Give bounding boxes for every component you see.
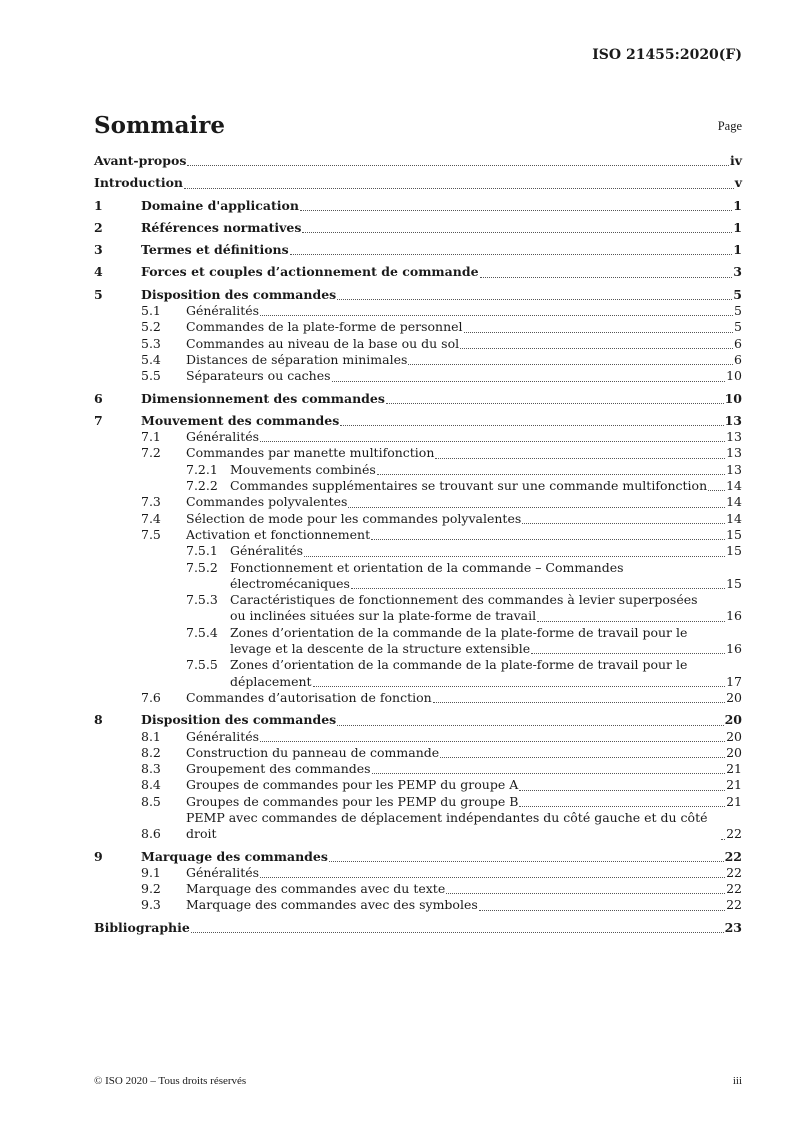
toc-group: [94, 920, 742, 936]
section-title: Groupement des commandes: [186, 761, 371, 777]
toc-entry[interactable]: [94, 849, 742, 865]
section-title: Avant-propos: [94, 153, 187, 168]
section-number: 5.1: [141, 303, 161, 319]
dot-leader: [313, 686, 726, 687]
entry-title-wrap: [186, 352, 734, 368]
toc-group: [94, 849, 742, 914]
dot-leader: [260, 441, 725, 442]
entry-title-wrap: [230, 592, 742, 608]
entry-title-wrap: [230, 560, 742, 576]
toc-entry[interactable]: [94, 761, 742, 777]
entry-title-wrap: [94, 920, 725, 936]
section-title: Domaine d'application: [141, 197, 299, 213]
section-title: Fonctionnement et orientation de la commande – Commandes: [230, 559, 624, 575]
toc-entry[interactable]: [94, 368, 742, 384]
dot-leader: [537, 621, 725, 622]
section-number: 8.4: [141, 777, 161, 793]
dot-leader: [184, 188, 734, 189]
entry-title-wrap: [186, 761, 726, 777]
toc-entry[interactable]: [94, 712, 742, 728]
dot-leader: [290, 254, 733, 255]
section-number: 8.1: [141, 728, 161, 744]
section-title: Caractéristiques de fonctionnement des commandes à levier superposées: [230, 592, 698, 608]
toc-entry[interactable]: [94, 494, 742, 510]
page-ref: 6: [734, 335, 742, 351]
toc-entry[interactable]: [94, 543, 742, 559]
page-ref: 13: [726, 445, 742, 461]
section-number: 7.5.1: [186, 543, 218, 559]
section-title: Disposition des commandes: [141, 712, 337, 728]
dot-leader: [187, 165, 729, 166]
dot-leader: [522, 523, 725, 524]
section-title: Sélection de mode pour les commandes polyvalentes: [186, 510, 522, 526]
section-number: 4: [94, 264, 103, 280]
entry-title-wrap: [141, 391, 725, 407]
section-number: 9: [94, 848, 103, 864]
toc-entry[interactable]: [94, 881, 742, 897]
dot-leader: [464, 332, 734, 333]
dot-leader: [479, 910, 725, 911]
section-title: Commandes de la plate-forme de personnel: [186, 319, 463, 335]
page-ref: 20: [726, 744, 742, 760]
dot-leader: [440, 757, 725, 758]
entry-title-wrap: [186, 494, 726, 510]
section-title: Distances de séparation minimales: [186, 351, 408, 367]
entry-title-wrap: [141, 413, 725, 429]
toc-group: [94, 242, 742, 258]
toc-entry[interactable]: [94, 794, 742, 810]
toc-entry[interactable]: [94, 391, 742, 407]
section-title: Forces et couples d’actionnement de commande: [141, 264, 479, 280]
toc-group: [94, 153, 742, 169]
section-title: Introduction: [94, 175, 184, 191]
section-title: Mouvement des commandes: [141, 412, 340, 428]
section-title: Commandes supplémentaires se trouvant sur une commande multifonction: [230, 478, 708, 494]
entry-title-wrap: [230, 608, 726, 624]
section-number: 9.3: [141, 897, 161, 913]
dot-leader: [435, 458, 725, 459]
page-ref: 15: [726, 526, 742, 542]
section-title: Construction du panneau de commande: [186, 744, 440, 760]
page-ref: 16: [726, 608, 742, 624]
toc-group: [94, 220, 742, 236]
page-ref: 10: [724, 390, 742, 406]
toc-entry[interactable]: [94, 729, 742, 745]
entry-title-wrap: [186, 445, 726, 461]
section-title: Zones d’orientation de la commande de la plate-forme de travail pour le: [230, 657, 688, 673]
entry-title-wrap: [186, 745, 726, 761]
section-number: 8.5: [141, 793, 161, 809]
copyright-notice: © ISO 2020 – Tous droits réservés: [94, 1075, 247, 1087]
section-number: 7.2: [141, 445, 161, 461]
section-title: Commandes d’autorisation de fonction: [186, 689, 432, 705]
section-title: Disposition des commandes: [141, 286, 337, 302]
entry-title-wrap: [230, 462, 726, 478]
entry-title-wrap: [141, 264, 733, 280]
toc-entry[interactable]: [94, 336, 742, 352]
page-ref: 13: [724, 412, 742, 428]
section-number: 7.5.3: [186, 592, 218, 608]
section-number: 5.2: [141, 319, 161, 335]
dot-leader: [446, 893, 725, 894]
section-title: Références normatives: [141, 219, 302, 235]
table-of-contents: [94, 153, 742, 942]
toc-entry[interactable]: [94, 429, 742, 445]
entry-title-wrap: [230, 543, 726, 559]
section-number: 8: [94, 712, 103, 728]
dot-leader: [340, 425, 723, 426]
dot-leader: [377, 474, 725, 475]
page-ref: 20: [726, 728, 742, 744]
section-title: Commandes au niveau de la base ou du sol: [186, 335, 460, 351]
page-ref: 6: [734, 351, 742, 367]
entry-title-wrap: [186, 729, 726, 745]
section-title: Mouvements combinés: [230, 461, 376, 477]
page-ref: 22: [726, 864, 742, 880]
entry-title-wrap: [186, 319, 734, 335]
entry-title-wrap: [230, 641, 726, 657]
dot-leader: [337, 299, 732, 300]
toc-entry[interactable]: [94, 264, 742, 280]
dot-leader: [260, 315, 733, 316]
entry-title-wrap: [186, 527, 726, 543]
section-number: 7.5.4: [186, 624, 218, 640]
page-ref: 14: [726, 510, 742, 526]
page-ref: 5: [734, 319, 742, 335]
entry-title-wrap: [141, 198, 733, 214]
dot-leader: [519, 806, 725, 807]
toc-group: [94, 391, 742, 407]
dot-leader: [337, 725, 723, 726]
section-title: Marquage des commandes avec des symboles: [186, 897, 478, 913]
page-ref: 16: [726, 641, 742, 657]
page-ref: 1: [733, 197, 742, 213]
toc-entry[interactable]: [94, 641, 742, 657]
entry-title-wrap: [186, 777, 726, 793]
entry-title-wrap: [141, 220, 733, 236]
toc-entry[interactable]: [94, 608, 742, 624]
toc-group: [94, 175, 742, 191]
section-title: Groupes de commandes pour les PEMP du groupe A: [186, 777, 519, 793]
section-number: 5.3: [141, 335, 161, 351]
dot-leader: [386, 403, 724, 404]
toc-entry[interactable]: [94, 810, 742, 843]
toc-entry[interactable]: [94, 220, 742, 236]
page-ref: 1: [733, 242, 742, 258]
section-number: 7.6: [141, 689, 161, 705]
section-title: Généralités: [186, 728, 260, 744]
toc-entry[interactable]: [94, 413, 742, 429]
toc-entry[interactable]: [94, 625, 742, 641]
toc-entry[interactable]: [94, 674, 742, 690]
page-ref: 5: [734, 303, 742, 319]
toc-title: Sommaire: [94, 112, 226, 139]
dot-leader: [260, 877, 725, 878]
section-title: Généralités: [186, 429, 260, 445]
page-ref: 21: [726, 761, 742, 777]
section-number: 2: [94, 219, 103, 235]
entry-title-wrap: [186, 511, 726, 527]
section-title: Zones d’orientation de la commande de la plate-forme de travail pour le: [230, 624, 688, 640]
section-number: 7.2.1: [186, 461, 218, 477]
toc-entry[interactable]: [94, 657, 742, 673]
standard-identifier: ISO 21455:2020(F): [592, 47, 742, 63]
entry-title-wrap: [141, 242, 733, 258]
section-title: ou inclinées situées sur la plate-forme de travail: [230, 608, 537, 624]
dot-leader: [302, 232, 732, 233]
section-number: 8.2: [141, 744, 161, 760]
section-number: 3: [94, 242, 103, 258]
section-number: 7.2.2: [186, 478, 218, 494]
toc-entry[interactable]: [94, 242, 742, 258]
section-title: Commandes polyvalentes: [186, 494, 348, 510]
entry-title-wrap: [186, 881, 726, 897]
section-number: 7.5.2: [186, 559, 218, 575]
dot-leader: [191, 932, 724, 933]
entry-title-wrap: [230, 478, 726, 494]
dot-leader: [371, 539, 725, 540]
section-number: 8.3: [141, 761, 161, 777]
section-title: PEMP avec commandes de déplacement indépendantes du côté gauche et du côté droit: [186, 809, 708, 842]
page-ref: 15: [726, 575, 742, 591]
entry-title-wrap: [186, 368, 726, 384]
entry-title-wrap: [186, 429, 726, 445]
section-number: 6: [94, 390, 103, 406]
section-number: 7.3: [141, 494, 161, 510]
section-number: 7.5: [141, 526, 161, 542]
page-ref: 1: [733, 219, 742, 235]
page-ref: iv: [729, 153, 742, 168]
toc-entry[interactable]: [94, 319, 742, 335]
page-column-label: Page: [717, 119, 742, 133]
entry-title-wrap: [186, 794, 726, 810]
dot-leader: [480, 277, 733, 278]
page-ref: 13: [726, 461, 742, 477]
section-title: déplacement: [230, 673, 312, 689]
dot-leader: [372, 773, 726, 774]
entry-title-wrap: [186, 810, 726, 843]
entry-title-wrap: [230, 625, 742, 641]
entry-title-wrap: [141, 849, 725, 865]
dot-leader: [351, 588, 725, 589]
section-title: Marquage des commandes avec du texte: [186, 881, 446, 897]
section-number: 9.1: [141, 864, 161, 880]
section-title: Termes et définitions: [141, 242, 289, 258]
section-title: Commandes par manette multifonction: [186, 445, 435, 461]
toc-entry[interactable]: [94, 153, 742, 169]
dot-leader: [721, 839, 725, 840]
section-number: 1: [94, 197, 103, 213]
section-number: 5: [94, 286, 103, 302]
toc-entry[interactable]: [94, 511, 742, 527]
section-title: Généralités: [230, 543, 304, 559]
toc-entry[interactable]: [94, 865, 742, 881]
entry-title-wrap: [94, 153, 730, 169]
page-ref: 10: [726, 368, 742, 384]
page-ref: 15: [726, 543, 742, 559]
dot-leader: [408, 364, 733, 365]
toc-entry[interactable]: [94, 560, 742, 576]
toc-entry[interactable]: [94, 352, 742, 368]
dot-leader: [300, 210, 732, 211]
section-title: Dimensionnement des commandes: [141, 390, 385, 406]
entry-title-wrap: [230, 657, 742, 673]
page-ref: 22: [726, 826, 742, 842]
page-ref: 14: [726, 478, 742, 494]
toc-group: [94, 413, 742, 706]
entry-title-wrap: [186, 897, 726, 913]
dot-leader: [348, 507, 725, 508]
section-number: 7.5.5: [186, 657, 218, 673]
section-number: 9.2: [141, 881, 161, 897]
entry-title-wrap: [94, 175, 735, 191]
section-number: 7: [94, 412, 103, 428]
toc-group: [94, 712, 742, 842]
entry-title-wrap: [230, 674, 726, 690]
toc-entry[interactable]: [94, 745, 742, 761]
section-title: Activation et fonctionnement: [186, 526, 371, 542]
toc-entry[interactable]: [94, 897, 742, 913]
entry-title-wrap: [186, 690, 726, 706]
toc-group: [94, 264, 742, 280]
page-ref: 20: [726, 689, 742, 705]
page-ref: 21: [726, 793, 742, 809]
toc-entry[interactable]: [94, 690, 742, 706]
dot-leader: [531, 653, 725, 654]
page-ref: 22: [726, 897, 742, 913]
dot-leader: [260, 741, 725, 742]
section-number: 7.4: [141, 510, 161, 526]
section-title: Généralités: [186, 864, 260, 880]
toc-entry[interactable]: [94, 445, 742, 461]
toc-entry[interactable]: [94, 287, 742, 303]
dot-leader: [332, 381, 726, 382]
entry-title-wrap: [186, 336, 734, 352]
toc-entry[interactable]: [94, 777, 742, 793]
dot-leader: [433, 702, 725, 703]
toc-group: [94, 287, 742, 385]
page-ref: v: [734, 175, 742, 191]
page-ref: 23: [724, 919, 742, 935]
page-ref: 17: [726, 673, 742, 689]
toc-entry[interactable]: [94, 198, 742, 214]
page-ref: 20: [724, 712, 742, 728]
section-number: 7.1: [141, 429, 161, 445]
toc-entry[interactable]: [94, 592, 742, 608]
entry-title-wrap: [186, 303, 734, 319]
entry-title-wrap: [141, 287, 733, 303]
page-ref: 22: [724, 848, 742, 864]
toc-entry[interactable]: [94, 576, 742, 592]
toc-entry[interactable]: [94, 303, 742, 319]
dot-leader: [460, 348, 733, 349]
section-title: Marquage des commandes: [141, 848, 328, 864]
page-ref: 13: [726, 429, 742, 445]
page-ref: 22: [726, 881, 742, 897]
section-title: Groupes de commandes pour les PEMP du groupe B: [186, 793, 519, 809]
section-number: 5.4: [141, 351, 161, 367]
page-ref: 5: [733, 286, 742, 302]
toc-entry[interactable]: [94, 462, 742, 478]
section-title: Séparateurs ou caches: [186, 368, 331, 384]
dot-leader: [519, 790, 725, 791]
toc-entry[interactable]: [94, 175, 742, 191]
section-title: Généralités: [186, 303, 260, 319]
entry-title-wrap: [230, 576, 726, 592]
dot-leader: [708, 490, 725, 491]
section-title: levage et la descente de la structure extensible: [230, 641, 531, 657]
toc-entry[interactable]: [94, 527, 742, 543]
page-ref: 14: [726, 494, 742, 510]
toc-group: [94, 198, 742, 214]
dot-leader: [329, 861, 724, 862]
page-ref: 3: [733, 264, 742, 280]
entry-title-wrap: [141, 712, 725, 728]
entry-title-wrap: [186, 865, 726, 881]
toc-entry[interactable]: [94, 478, 742, 494]
dot-leader: [304, 556, 725, 557]
toc-entry[interactable]: [94, 920, 742, 936]
section-number: 5.5: [141, 368, 161, 384]
section-title: Bibliographie: [94, 919, 190, 935]
page-number: iii: [732, 1075, 742, 1087]
section-number: 8.6: [141, 826, 161, 842]
page-ref: 21: [726, 777, 742, 793]
section-title: électromécaniques: [230, 575, 350, 591]
